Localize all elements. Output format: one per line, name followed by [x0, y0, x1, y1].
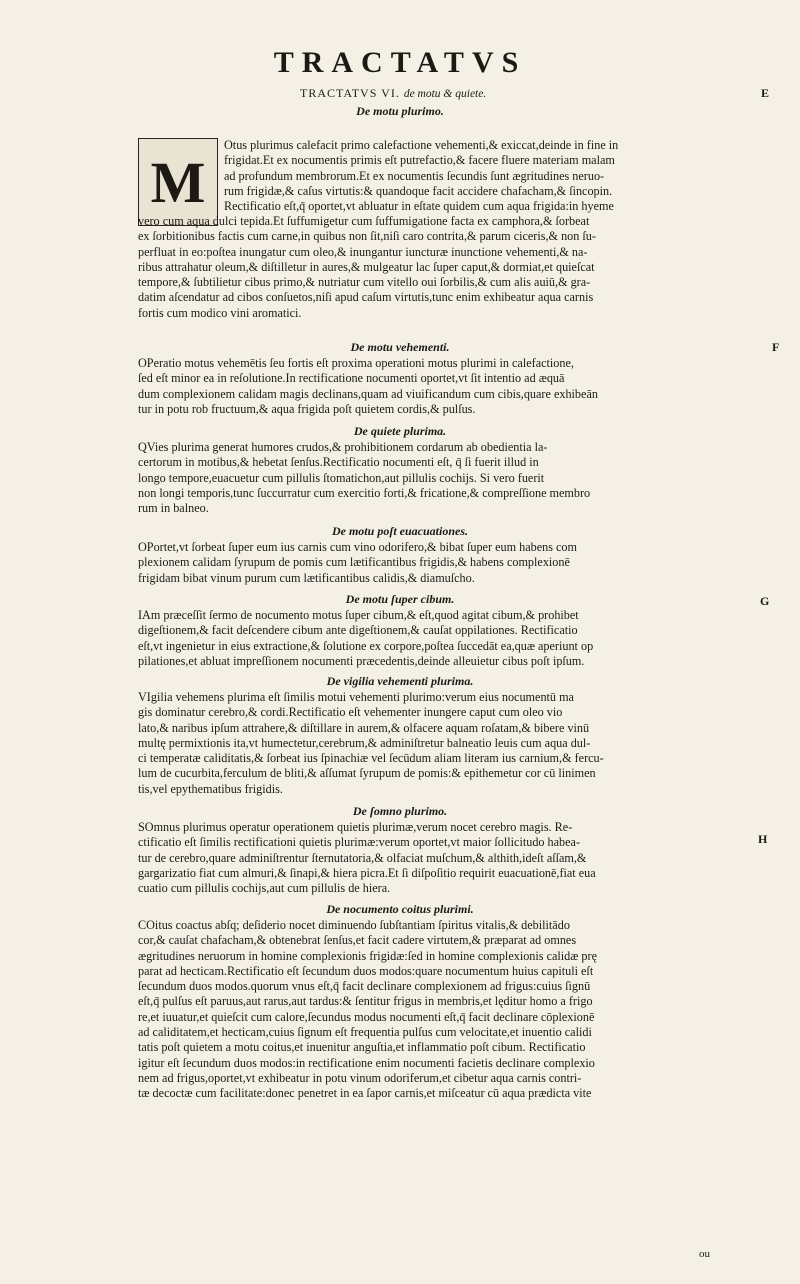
text-line: rum in balneo.: [138, 501, 209, 516]
text-line: perfluat in eo:poſtea inungatur cum oleo,& inungantur iuncturæ inunctione vehementi,& na-: [138, 244, 588, 259]
text-line: longo tempore,euacuetur cum pillulis ſtomatichon,aut pillulis cochijs. Si vero fuerit: [138, 470, 545, 485]
text-line: dum complexionem calidam magis declinans,quam ad viuificandum cum cibis,quare exhibeān: [138, 386, 598, 401]
text-line: ctificatio eſt ſimilis rectificationi quietis plurimæ:verum oportet,vt maior ſollicitudo habea-: [138, 835, 581, 850]
text-line: ſecundum duos modos.quorum vnus eſt,q̄ facit declinare complexionem ad frigus:cuius ſignū: [138, 979, 591, 994]
text-line: igitur eſt ſecundum duos modos:in rectificatione enim nocumenti facietis declinare complexio: [138, 1055, 595, 1070]
text-line: gargarizatio fiat cum almuri,& ſinapi,& hiera picra.Et ſi diſpoſitio requirit euacuationē,fiat eua: [138, 865, 596, 880]
text-line: Rectificatio eſt,q̄ oportet,vt abluatur in eſtate quidem cum aqua frigida:in hyeme: [224, 199, 614, 214]
section-heading: De motu plurimo.: [356, 104, 444, 118]
running-title: TRACTATVS: [273, 46, 527, 79]
section-heading: De motu vehementi.: [350, 340, 450, 354]
margin-letter: G: [760, 594, 770, 608]
text-line: OPeratio motus vehemētis ſeu fortis eſt proxima operationi motus plurimi in calefactione,: [138, 356, 574, 370]
text-line: ad profundum membrorum.Et ex nocumentis ſecundis ſunt ægritudines neruo-: [224, 168, 605, 183]
text-line: lato,& naribus ipſum attrahere,& diſtillare in aurem,& olfacere aquam roſatam,& bibere vinū: [138, 720, 590, 735]
text-line: datim aſcendatur ad cibos conſuetos,niſi apud caſum virtutis,tunc enim exhibeatur aqua carnis: [138, 290, 594, 305]
section-heading: De nocumento coitus plurimi.: [326, 902, 474, 916]
text-line: ci temperatæ caliditatis,& ſorbeat ius ſpinachiæ vel ſecūdum aliam literam ius carnium,& fercu-: [138, 751, 604, 766]
catchword: ou: [699, 1248, 710, 1260]
text-line: eſt,q̄ pulſus eſt paruus,aut rarus,aut tardus:& ſentitur frigus in membris,et lęditur homo a frigo: [138, 994, 593, 1009]
initial-letter-m-icon: M: [150, 150, 206, 215]
text-line: frigidat.Et ex nocumentis primis eſt putrefactio,& facere fluere materiam malam: [224, 153, 615, 168]
margin-letter: H: [758, 832, 768, 846]
text-line: rum frigidæ,& caſus virtutis:& quandoque facit accidere chafacham,& ſincopin.: [224, 183, 613, 198]
text-line: tæ decoctæ cum facilitate:donec penetret in ea ſapor carnis,et miſceatur cū aqua prædicta vite: [138, 1086, 592, 1101]
section-text-0a: [224, 138, 768, 214]
text-line: digeſtionem,& facit deſcendere cibum ante digeſtionem,& cauſat oppilationes. Rectificatio: [138, 623, 578, 638]
text-line: cuatio cum pillulis cochijs,aut cum pillulis de hiera.: [138, 881, 391, 896]
section-text-1: [138, 356, 768, 417]
text-line: pilationes,et abluat impreſſionem nocumenti præcedentis,deinde alleuietur cibus poſt ipſum.: [138, 653, 585, 668]
section-text-6: [138, 820, 768, 896]
text-line: lum de cucurbita,ferculum de bliti,& aſſumat ſyrupum de pomis:& epithemetur cor cū linimen: [138, 766, 596, 781]
margin-letter: F: [772, 340, 780, 354]
section-text-5: [138, 690, 768, 797]
text-line: eſt,vt ingenietur in eius extractione,& ſolutione ex corpore,poſtea ſuccedāt ea,quæ aperiunt op: [138, 638, 594, 653]
text-line: Otus plurimus calefacit primo calefactione vehementi,& exiccat,deinde in fine in: [224, 138, 619, 152]
text-line: tempore,& ſubtilietur cibus primo,& nutriatur cum vitello oui ſorbilis,& cum alis auiū,& gra-: [138, 275, 591, 290]
section-heading: De motu poſt euacuationes.: [331, 524, 468, 538]
text-line: SOmnus plurimus operatur operationem quietis plurimæ,verum nocet cerebro magis. Re-: [138, 820, 573, 834]
text-line: ſed eſt minor ea in reſolutione.In rectificatione nocumenti oportet,vt ſit intentio ad æquā: [138, 371, 565, 386]
text-line: frigidam bibat vinum purum cum lætificantibus calidis,& diamuſcho.: [138, 570, 475, 585]
text-line: gis dominatur cerebro,& cordi.Rectificatio eſt vehementer inungere caput cum oleo vio: [138, 705, 563, 720]
text-line: non longi temporis,tunc ſuccurratur cum exercitio forti,& fricatione,& compreſſione membro: [138, 485, 591, 500]
section-heading: De quiete plurima.: [353, 424, 447, 438]
text-line: ex ſorbitionibus factis cum carne,in quibus non ſit,niſi caro contrita,& parum ciceris,& non ſu-: [138, 229, 596, 244]
text-line: IAm præceſſit ſermo de nocumento motus ſuper cibum,& eſt,quod agitat cibum,& prohibet: [138, 608, 579, 622]
ornamental-initial: [138, 138, 218, 226]
text-line: certorum in motibus,& hebetat ſenſus.Rectificatio nocumenti eſt, q̄ ſi fuerit illud in: [138, 455, 539, 470]
text-line: ægritudines neruorum in homine complexionis frigidæ:ſed in homine complexionis calidæ prę: [138, 948, 597, 963]
text-line: tatis poſt quietem a motu coitus,et inuenitur anguſtia,et inflammatio poſt cibum. Rectificatio: [138, 1040, 586, 1055]
text-line: parat ad hecticam.Rectificatio eſt ſecundum duos modos:quare nocumentum huius capituli eſt: [138, 963, 594, 978]
text-line: tis,vel epythematibus frigidis.: [138, 781, 283, 796]
section-text-3: [138, 540, 768, 586]
text-line: ad caliditatem,et hecticam,cuius ſignum eſt frequentia pulſus cum velocitate,et inuentio calidi: [138, 1025, 592, 1040]
text-line: nem ad frigus,oportet,vt exhibeatur in potu vinum odoriferum,et cibetur aqua carnis contri-: [138, 1070, 582, 1085]
signature-mark: E: [760, 86, 770, 100]
section-text-7: [138, 918, 768, 1102]
section-heading: De vigilia vehementi plurima.: [326, 674, 474, 688]
text-line: cor,& cauſat chafacham,& obtenebrat ſenſus,et facit cadere virtutem,& præparat ad omnes: [138, 933, 577, 948]
text-line: vero cum aqua dulci tepida.Et ſuffumigetur cum ſuffumigatione facta ex camphora,& ſorbeat: [138, 214, 590, 228]
text-line: tur in potu rob fructuum,& aqua frigida poſt quietem cordis,& pulſus.: [138, 401, 476, 416]
text-line: COitus coactus abſq; deſiderio nocet diminuendo ſubſtantiam ſpiritus vitalis,& debilitādo: [138, 918, 570, 932]
text-line: VIgilia vehemens plurima eſt ſimilis motui vehementi plurimo:verum eius nocumentū ma: [138, 690, 574, 704]
section-text-0b: [138, 214, 768, 321]
text-line: tur de cerebro,quare adminiſtrentur ſternutatoria,& olfaciat muſchum,& althith,ideſt aſſam,&: [138, 850, 587, 865]
text-line: plexionem calidam ſyrupum de pomis cum lætificantibus frigidis,& habens complexionē: [138, 555, 570, 570]
text-line: fortis cum modico vini aromatici.: [138, 305, 302, 320]
section-heading: De motu ſuper cibum.: [345, 592, 455, 606]
page-header: [300, 86, 770, 101]
header-subject: de motu & quiete.: [403, 88, 487, 100]
text-line: QVies plurima generat humores crudos,& prohibitionem cordarum ab obedientia la-: [138, 440, 548, 454]
section-heading: De ſomno plurimo.: [352, 804, 448, 818]
text-line: re,et iuuatur,et quieſcit cum calore,ſecundus modus nocumenti eſt,q̄ facit declinare cōplexionē: [138, 1009, 595, 1024]
text-line: ribus attrahatur oleum,& diſtilletur in aures,& mulgeatur lac ſuper caput,& dormiat,et quieſcat: [138, 259, 595, 274]
section-text-2: [138, 440, 768, 516]
text-line: OPortet,vt ſorbeat ſuper eum ius carnis cum vino odorifero,& bibat ſuper eum habens com: [138, 540, 577, 554]
header-book: TRACTATVS VI.: [300, 86, 400, 100]
section-text-4: [138, 608, 768, 669]
text-line: multę permixtionis ita,vt humectetur,cerebrum,& adminiſtretur balneatio leuis cum aqua dul-: [138, 735, 591, 750]
